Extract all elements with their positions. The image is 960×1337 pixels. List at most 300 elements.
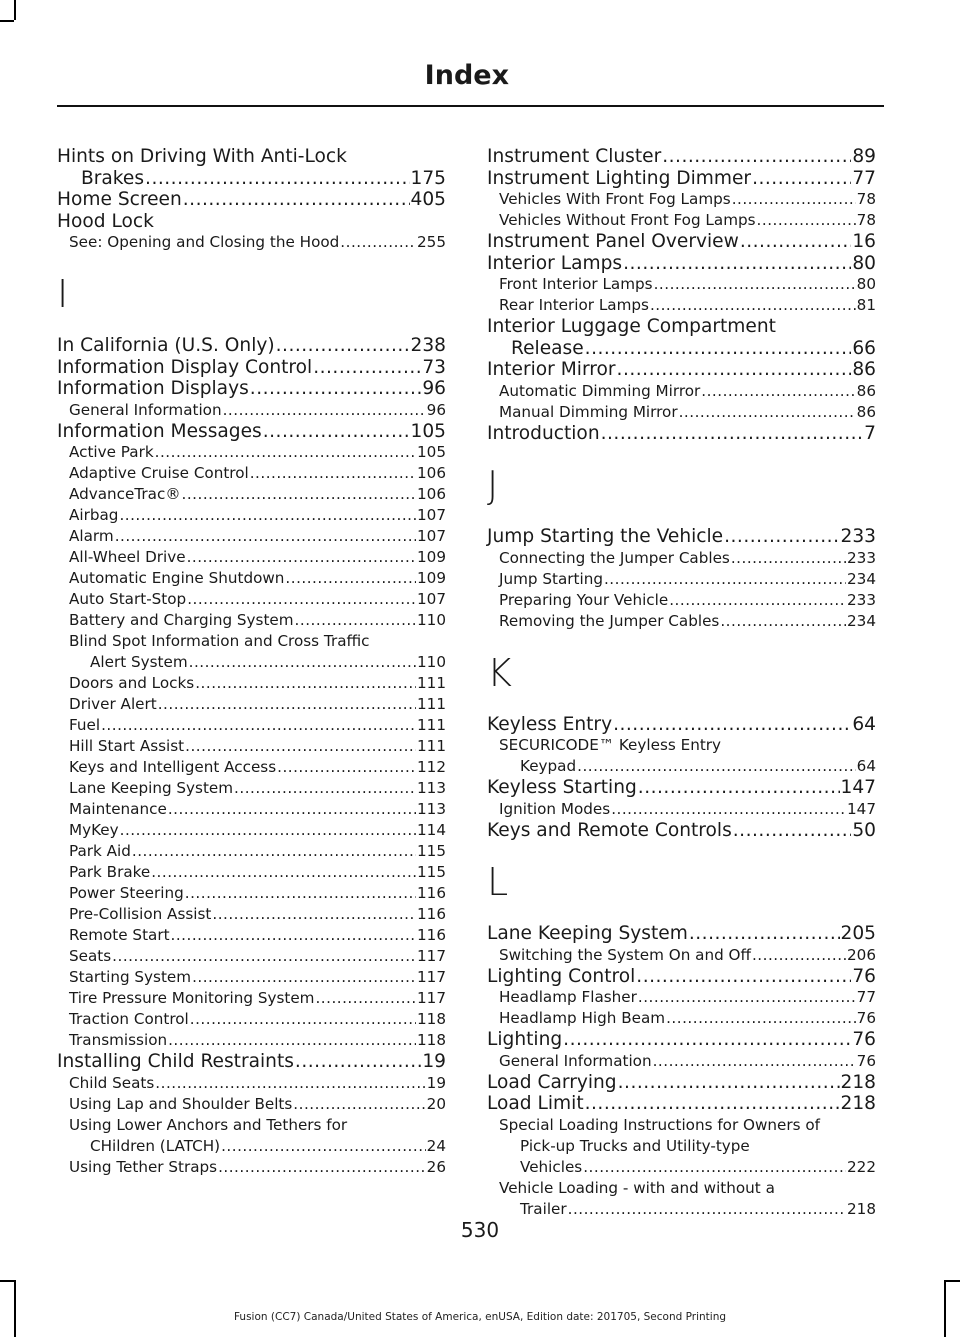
index-entry xyxy=(487,1072,876,1094)
entry-text: Vehicles Without Front Fog Lamps xyxy=(499,211,756,229)
entry-text: Park Aid xyxy=(69,842,131,860)
entry-text: Instrument Panel Overview xyxy=(487,231,739,252)
entry-line xyxy=(69,757,446,778)
entry-text: Special Loading Instructions for Owners of xyxy=(499,1115,820,1134)
entry-text-cont: Vehicles xyxy=(520,1157,583,1176)
page-ref: 107 xyxy=(417,506,446,524)
index-subentry xyxy=(57,463,446,484)
entry-text: Traction Control xyxy=(69,1010,189,1028)
index-subentry xyxy=(487,548,876,569)
entry-line xyxy=(487,966,876,988)
entry-line xyxy=(487,820,876,842)
entry-text: General Information xyxy=(69,400,222,419)
entry-text: All-Wheel Drive xyxy=(69,548,186,566)
index-subentry xyxy=(487,987,876,1008)
crop-mark xyxy=(946,1280,960,1282)
index-entry xyxy=(57,357,446,379)
page-ref: 255 xyxy=(417,233,446,251)
index-column-right xyxy=(487,146,876,1220)
page-ref: 19 xyxy=(426,1073,446,1092)
entry-line xyxy=(57,168,446,190)
entry-text: Seats xyxy=(69,947,112,965)
page-ref: 50 xyxy=(852,819,876,841)
page-ref: 64 xyxy=(852,713,876,735)
dot-leader xyxy=(720,611,846,632)
index-entry xyxy=(487,714,876,736)
entry-line xyxy=(57,211,446,233)
dot-leader xyxy=(585,1093,840,1115)
entry-text: Remote Start xyxy=(69,926,170,944)
page-ref: 76 xyxy=(856,1051,876,1070)
entry-line xyxy=(69,904,446,925)
entry-line xyxy=(499,274,876,295)
entry-text: Instrument Cluster xyxy=(487,146,662,167)
page-ref: 77 xyxy=(852,167,876,189)
page-ref: 218 xyxy=(840,1071,876,1093)
crop-mark xyxy=(944,1280,946,1337)
page-ref: 107 xyxy=(417,590,446,608)
page-ref: 222 xyxy=(847,1157,876,1176)
entry-text: Adaptive Cruise Control xyxy=(69,464,249,482)
page-ref: 117 xyxy=(417,968,446,986)
page-ref: 105 xyxy=(417,443,446,461)
entry-text-cont: Pick-up Trucks and Utility-type xyxy=(520,1136,750,1155)
page-ref: 117 xyxy=(417,947,446,965)
entry-text: Power Steering xyxy=(69,884,184,902)
entry-line xyxy=(499,611,876,632)
entry-text: Rear Interior Lamps xyxy=(499,296,649,314)
entry-line xyxy=(69,925,446,946)
page-ref: 105 xyxy=(410,420,446,442)
index-subentry xyxy=(57,862,446,883)
dot-leader xyxy=(689,923,840,945)
entry-text: Pre-Collision Assist xyxy=(69,905,212,923)
footer-edition: Fusion (CC7) Canada/United States of America, enUSA, Edition date: 201705, Second Printing xyxy=(233,1311,727,1323)
dot-leader xyxy=(132,841,416,862)
index-subentry xyxy=(57,1009,446,1030)
index-subentry xyxy=(57,799,446,820)
dot-leader xyxy=(182,484,416,505)
index-subentry xyxy=(57,1030,446,1051)
entry-line xyxy=(69,1094,446,1115)
dot-leader xyxy=(604,569,846,590)
index-subentry xyxy=(487,1115,876,1178)
entry-text: Interior Luggage Compartment xyxy=(487,316,776,337)
dot-leader xyxy=(733,820,852,842)
dot-leader xyxy=(740,231,852,253)
page-ref: 405 xyxy=(410,189,446,210)
page-ref: 77 xyxy=(856,988,876,1006)
page-ref: 109 xyxy=(417,569,446,587)
entry-line xyxy=(69,988,446,1009)
entry-text: Fuel xyxy=(69,716,101,734)
index-entry xyxy=(57,189,446,211)
index-subentry xyxy=(57,967,446,988)
entry-text: Using Lower Anchors and Tethers for xyxy=(69,1115,348,1134)
index-subentry xyxy=(57,673,446,694)
entry-text: AdvanceTrac® xyxy=(69,485,181,503)
index-subentry xyxy=(487,1051,876,1072)
page-ref: 175 xyxy=(410,167,446,189)
dot-leader xyxy=(223,400,426,421)
index-entry xyxy=(487,231,876,253)
page-ref: 73 xyxy=(422,356,446,378)
dot-leader xyxy=(212,904,416,925)
entry-line xyxy=(69,547,446,568)
index-entry xyxy=(57,335,446,357)
page-ref: 115 xyxy=(417,863,446,881)
dot-leader xyxy=(115,526,416,547)
crop-mark xyxy=(0,1280,14,1282)
header-rule xyxy=(57,105,884,107)
index-entry xyxy=(487,820,876,842)
index-subentry xyxy=(487,295,876,316)
dot-leader xyxy=(568,1199,846,1220)
dot-leader xyxy=(187,547,416,568)
entry-text: Automatic Engine Shutdown xyxy=(69,569,285,587)
entry-text: Information Displays xyxy=(57,378,249,399)
dot-leader xyxy=(168,1030,416,1051)
entry-line xyxy=(69,799,446,820)
page-ref: 86 xyxy=(856,381,876,400)
entry-line xyxy=(69,820,446,841)
entry-text: Instrument Lighting Dimmer xyxy=(487,167,752,189)
entry-text: Using Lap and Shoulder Belts xyxy=(69,1094,293,1113)
dot-leader xyxy=(295,610,416,631)
entry-line xyxy=(69,652,446,673)
entry-line xyxy=(69,841,446,862)
page-ref: 86 xyxy=(856,402,876,421)
entry-line xyxy=(487,714,876,736)
index-subentry xyxy=(487,274,876,295)
index-entry xyxy=(487,1093,876,1115)
page-ref: 96 xyxy=(426,400,446,419)
entry-line xyxy=(69,463,446,484)
index-entry xyxy=(487,146,876,168)
entry-text: Jump Starting the Vehicle xyxy=(487,526,724,547)
index-subentry xyxy=(57,925,446,946)
page-ref: 7 xyxy=(864,422,876,444)
page-ref: 218 xyxy=(847,1199,876,1218)
entry-line xyxy=(487,423,876,445)
page-ref: 117 xyxy=(417,989,446,1007)
page-ref: 106 xyxy=(417,464,446,482)
index-subentry xyxy=(57,946,446,967)
page-ref: 233 xyxy=(847,590,876,609)
entry-text: Battery and Charging System xyxy=(69,611,294,629)
page-ref: 64 xyxy=(856,757,876,775)
entry-line xyxy=(69,1157,446,1178)
entry-text: Hints on Driving With Anti-Lock xyxy=(57,146,347,167)
page-ref: 16 xyxy=(852,231,876,252)
index-subentry xyxy=(57,841,446,862)
entry-line xyxy=(487,1072,876,1094)
entry-line xyxy=(69,589,446,610)
entry-line xyxy=(69,610,446,631)
page-ref: 118 xyxy=(417,1031,446,1049)
entry-text: Vehicle Loading - with and without a xyxy=(499,1178,775,1197)
entry-text-cont: Trailer xyxy=(520,1199,567,1218)
entry-line xyxy=(487,168,876,190)
page-ref: 238 xyxy=(410,335,446,356)
entry-text: Front Interior Lamps xyxy=(499,275,653,293)
dot-leader xyxy=(623,253,851,275)
page-ref: 147 xyxy=(840,777,876,798)
entry-text: Home Screen xyxy=(57,189,182,210)
index-subentry xyxy=(57,1073,446,1094)
page-ref: 114 xyxy=(417,821,446,839)
entry-line xyxy=(69,1030,446,1051)
dot-leader xyxy=(276,335,410,357)
index-entry xyxy=(57,421,446,443)
page-ref: 206 xyxy=(847,945,876,964)
entry-line xyxy=(69,484,446,505)
entry-line xyxy=(487,1093,876,1115)
page-ref: 233 xyxy=(840,526,876,547)
page-ref: 116 xyxy=(417,905,446,923)
dot-leader xyxy=(577,756,856,777)
entry-line xyxy=(57,357,446,379)
dot-leader xyxy=(752,168,851,190)
index-subentry xyxy=(57,505,446,526)
page-ref: 218 xyxy=(840,1093,876,1114)
index-subentry xyxy=(57,232,446,253)
index-subentry xyxy=(57,694,446,715)
index-entry xyxy=(487,359,876,381)
entry-text: Keys and Intelligent Access xyxy=(69,758,277,776)
page-ref: 78 xyxy=(856,190,876,208)
entry-text: Load Limit xyxy=(487,1093,584,1114)
entry-line xyxy=(69,1073,446,1094)
page-ref: 118 xyxy=(417,1010,446,1028)
index-subentry xyxy=(487,590,876,611)
page-ref: 110 xyxy=(417,611,446,629)
entry-line xyxy=(499,987,876,1008)
dot-leader xyxy=(221,1136,426,1157)
dot-leader xyxy=(613,714,851,736)
dot-leader xyxy=(666,1008,856,1029)
entry-text: Manual Dimming Mirror xyxy=(499,402,678,421)
entry-line xyxy=(57,378,446,400)
page-ref: 234 xyxy=(847,611,876,630)
entry-line xyxy=(69,778,446,799)
dot-leader xyxy=(120,820,416,841)
entry-line xyxy=(57,189,446,211)
page-ref: 89 xyxy=(852,146,876,167)
entry-line xyxy=(499,1199,876,1220)
page-ref: 111 xyxy=(417,737,446,755)
index-letter: J xyxy=(487,463,499,507)
page-ref: 24 xyxy=(426,1136,446,1155)
entry-text: Maintenance xyxy=(69,800,167,818)
entry-line xyxy=(487,359,876,381)
dot-leader xyxy=(158,694,416,715)
entry-text: See: Opening and Closing the Hood xyxy=(69,233,340,251)
dot-leader xyxy=(155,1073,425,1094)
entry-text: Vehicles With Front Fog Lamps xyxy=(499,190,731,208)
entry-line xyxy=(499,756,876,777)
entry-line xyxy=(499,210,876,231)
dot-leader xyxy=(583,1157,846,1178)
entry-line xyxy=(69,505,446,526)
index-subentry xyxy=(487,381,876,402)
index-subentry xyxy=(487,1008,876,1029)
dot-leader xyxy=(638,777,840,799)
index-subentry xyxy=(57,1115,446,1157)
entry-text-cont: Brakes xyxy=(81,167,145,189)
entry-text: Preparing Your Vehicle xyxy=(499,590,669,609)
index-subentry xyxy=(57,715,446,736)
index-subentry xyxy=(487,799,876,820)
entry-line xyxy=(487,526,876,548)
entry-line xyxy=(487,146,876,168)
entry-line xyxy=(487,1029,876,1051)
entry-text: Driver Alert xyxy=(69,695,157,713)
entry-text: Jump Starting xyxy=(499,569,603,588)
entry-line xyxy=(487,338,876,360)
index-entry xyxy=(487,526,876,548)
index-entry xyxy=(57,1051,446,1073)
entry-line xyxy=(69,400,446,421)
entry-line xyxy=(499,1008,876,1029)
index-subentry xyxy=(57,1157,446,1178)
dot-leader xyxy=(293,1094,425,1115)
dot-leader xyxy=(112,946,416,967)
entry-line xyxy=(69,1009,446,1030)
dot-leader xyxy=(563,1029,851,1051)
index-letter: K xyxy=(487,650,512,695)
dot-leader xyxy=(662,146,851,168)
entry-line xyxy=(57,421,446,443)
entry-text: Active Park xyxy=(69,443,154,461)
entry-line xyxy=(499,295,876,316)
page-ref: 107 xyxy=(417,527,446,545)
entry-line xyxy=(499,799,876,820)
entry-line xyxy=(69,715,446,736)
index-letter: I xyxy=(57,272,69,316)
dot-leader xyxy=(752,945,846,966)
entry-text-cont: CHildren (LATCH) xyxy=(90,1136,221,1155)
page-ref: 78 xyxy=(856,211,876,229)
entry-line xyxy=(57,1051,446,1073)
index-entry xyxy=(57,378,446,400)
index-subentry xyxy=(57,736,446,757)
entry-line xyxy=(499,189,876,210)
page-number: 530 xyxy=(460,1218,500,1242)
index-subentry xyxy=(57,757,446,778)
index-entry xyxy=(487,966,876,988)
entry-text: Interior Mirror xyxy=(487,359,616,380)
page-ref: 20 xyxy=(426,1094,446,1113)
page-ref: 66 xyxy=(852,337,876,359)
page-ref: 116 xyxy=(417,884,446,902)
index-subentry xyxy=(487,945,876,966)
dot-leader xyxy=(724,526,839,548)
dot-leader xyxy=(277,757,416,778)
entry-text: Airbag xyxy=(69,506,119,524)
dot-leader xyxy=(618,1072,840,1094)
entry-text: Keys and Remote Controls xyxy=(487,819,732,841)
index-entry xyxy=(57,211,446,233)
entry-line xyxy=(69,736,446,757)
entry-text: Lane Keeping System xyxy=(69,779,234,797)
dot-leader xyxy=(195,673,416,694)
entry-text: SECURICODE™ Keyless Entry xyxy=(499,736,722,754)
index-subentry xyxy=(487,569,876,590)
index-subentry xyxy=(57,610,446,631)
page-ref: 19 xyxy=(422,1051,446,1072)
entry-text-cont: Alert System xyxy=(90,653,188,671)
entry-line xyxy=(499,1051,876,1072)
dot-leader xyxy=(250,378,422,400)
index-subentry xyxy=(57,988,446,1009)
index-entry xyxy=(487,923,876,945)
dot-leader xyxy=(653,1051,856,1072)
entry-text: Doors and Locks xyxy=(69,674,195,692)
page-ref: 110 xyxy=(417,653,446,671)
dot-leader xyxy=(731,548,846,569)
page-ref: 80 xyxy=(856,275,876,293)
entry-line xyxy=(487,231,876,253)
entry-line xyxy=(499,402,876,423)
page-ref: 111 xyxy=(417,674,446,692)
entry-line xyxy=(69,232,446,253)
index-entry xyxy=(487,168,876,190)
dot-leader xyxy=(151,862,416,883)
page-title: Index xyxy=(424,60,509,91)
index-subentry xyxy=(57,547,446,568)
entry-text: Information Messages xyxy=(57,420,262,442)
page-ref: 147 xyxy=(847,799,876,818)
entry-line xyxy=(499,1157,876,1178)
entry-line xyxy=(499,945,876,966)
entry-text: Headlamp Flasher xyxy=(499,988,637,1006)
entry-line xyxy=(69,568,446,589)
dot-leader xyxy=(313,357,421,379)
entry-text: Keyless Entry xyxy=(487,713,613,735)
dot-leader xyxy=(701,381,855,402)
entry-text: Automatic Dimming Mirror xyxy=(499,381,701,400)
entry-text: Tire Pressure Monitoring System xyxy=(69,989,315,1007)
page-ref: 111 xyxy=(417,716,446,734)
entry-text: Introduction xyxy=(487,422,600,444)
index-entry xyxy=(487,777,876,799)
entry-text: Lane Keeping System xyxy=(487,923,688,944)
entry-text: Interior Lamps xyxy=(487,252,623,274)
dot-leader xyxy=(732,189,856,210)
page-ref: 112 xyxy=(417,758,446,776)
index-entry xyxy=(57,146,446,189)
dot-leader xyxy=(617,359,852,381)
dot-leader xyxy=(285,568,416,589)
dot-leader xyxy=(101,715,416,736)
dot-leader xyxy=(585,338,852,360)
dot-leader xyxy=(601,423,864,445)
entry-line xyxy=(69,526,446,547)
entry-line xyxy=(69,1136,446,1157)
entry-text: Keyless Starting xyxy=(487,777,637,798)
dot-leader xyxy=(192,967,416,988)
dot-leader xyxy=(185,883,416,904)
index-subentry xyxy=(57,442,446,463)
dot-leader xyxy=(190,1009,416,1030)
entry-line xyxy=(487,923,876,945)
dot-leader xyxy=(340,232,416,253)
page-ref: 86 xyxy=(852,359,876,380)
dot-leader xyxy=(757,210,856,231)
dot-leader xyxy=(218,1157,426,1178)
index-entry xyxy=(487,253,876,275)
